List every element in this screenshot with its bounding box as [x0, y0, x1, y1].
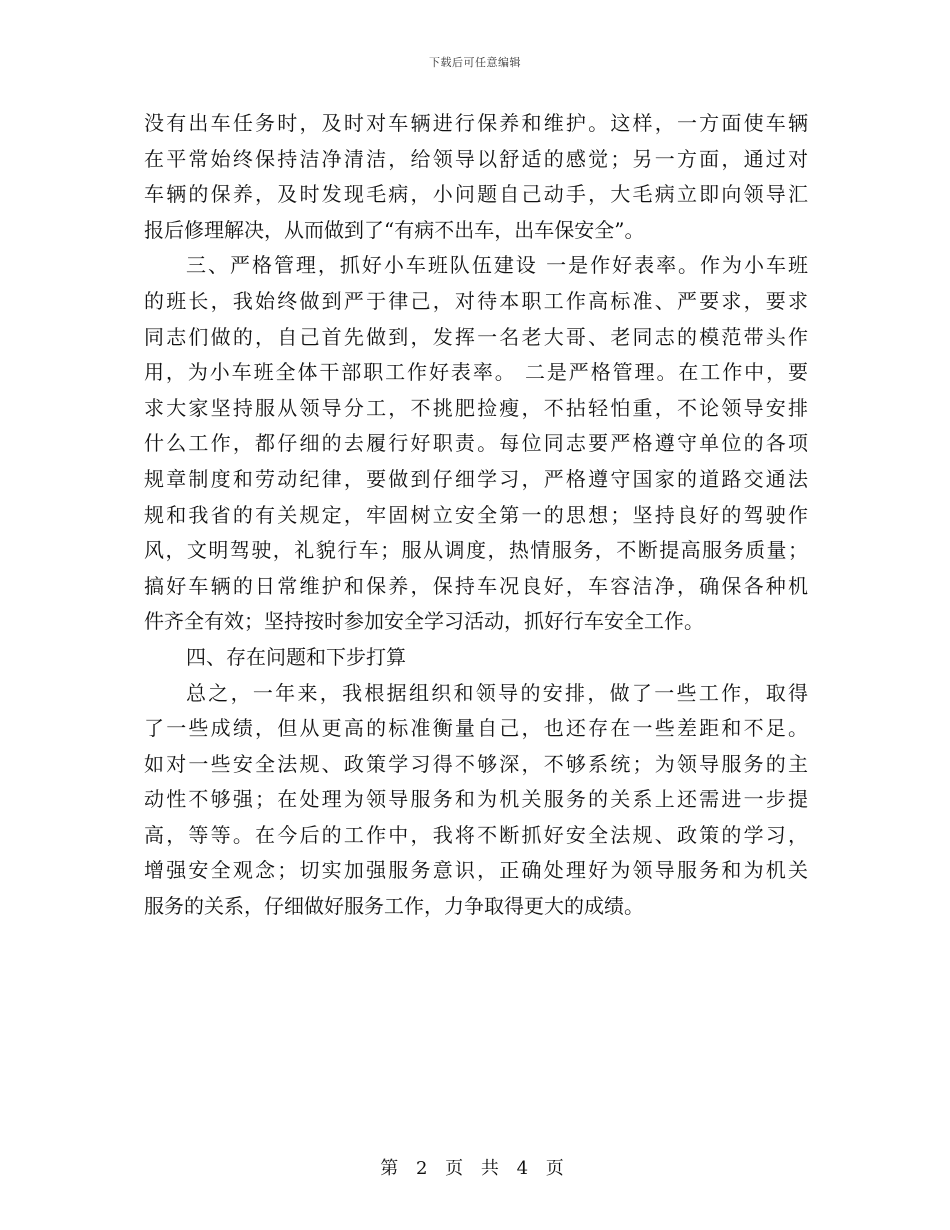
body-line: 搞好车辆的日常维护和保养，保持车况良好，车容洁净，确保各种机: [144, 573, 808, 598]
page-number-footer: 第 2 页 共 4 页: [380, 1158, 570, 1179]
body-line: 动性不够强；在处理为领导服务和为机关服务的关系上还需进一步提: [144, 787, 808, 812]
body-line: 规章制度和劳动纪律，要做到仔细学习，严格遵守国家的道路交通法: [144, 466, 808, 491]
body-line: 如对一些安全法规、政策学习得不够深，不够系统；为领导服务的主: [144, 751, 808, 776]
body-line: 高，等等。在今后的工作中，我将不断抓好安全法规、政策的学习，: [144, 822, 808, 847]
body-line: 件齐全有效；坚持按时参加安全学习活动，抓好行车安全工作。: [144, 609, 704, 634]
body-line: 的班长，我始终做到严于律己，对待本职工作高标准、严要求，要求: [144, 288, 808, 313]
body-line: 风，文明驾驶，礼貌行车；服从调度，热情服务，不断提高服务质量；: [144, 538, 808, 563]
body-line: 什么工作，都仔细的去履行好职责。每位同志要严格遵守单位的各项: [144, 431, 808, 456]
section-heading-4: 四、存在问题和下步打算: [186, 644, 406, 669]
body-line: 车辆的保养，及时发现毛病，小问题自己动手，大毛病立即向领导汇: [144, 182, 808, 207]
body-line: 总之，一年来，我根据组织和领导的安排，做了一些工作，取得: [186, 680, 808, 705]
body-line: 报后修理解决，从而做到了“有病不出车，出车保安全”。: [144, 217, 645, 242]
body-line: 规和我省的有关规定，牢固树立安全第一的思想；坚持良好的驾驶作: [144, 502, 808, 527]
section-heading-3: 三、严格管理，抓好小车班队伍建设 一是作好表率。作为小车班: [186, 253, 808, 278]
body-line: 服务的关系，仔细做好服务工作，力争取得更大的成绩。: [144, 894, 644, 919]
body-line: 在平常始终保持洁净清洁，给领导以舒适的感觉；另一方面，通过对: [144, 146, 808, 171]
document-body: [144, 106, 808, 925]
body-line: 没有出车任务时，及时对车辆进行保养和维护。这样，一方面使车辆: [144, 111, 808, 135]
body-line: 同志们做的，自己首先做到，发挥一名老大哥、老同志的模范带头作: [144, 324, 808, 349]
body-line: 了一些成绩，但从更高的标准衡量自己，也还存在一些差距和不足。: [144, 716, 808, 741]
body-line: 用，为小车班全体干部职工作好表率。 二是严格管理。在工作中，要: [144, 360, 808, 385]
page-header-note: 下载后可任意编辑: [429, 56, 521, 69]
body-line: 求大家坚持服从领导分工，不挑肥捡瘦，不拈轻怕重，不论领导安排: [144, 395, 808, 420]
body-line: 增强安全观念；切实加强服务意识，正确处理好为领导服务和为机关: [144, 858, 808, 883]
